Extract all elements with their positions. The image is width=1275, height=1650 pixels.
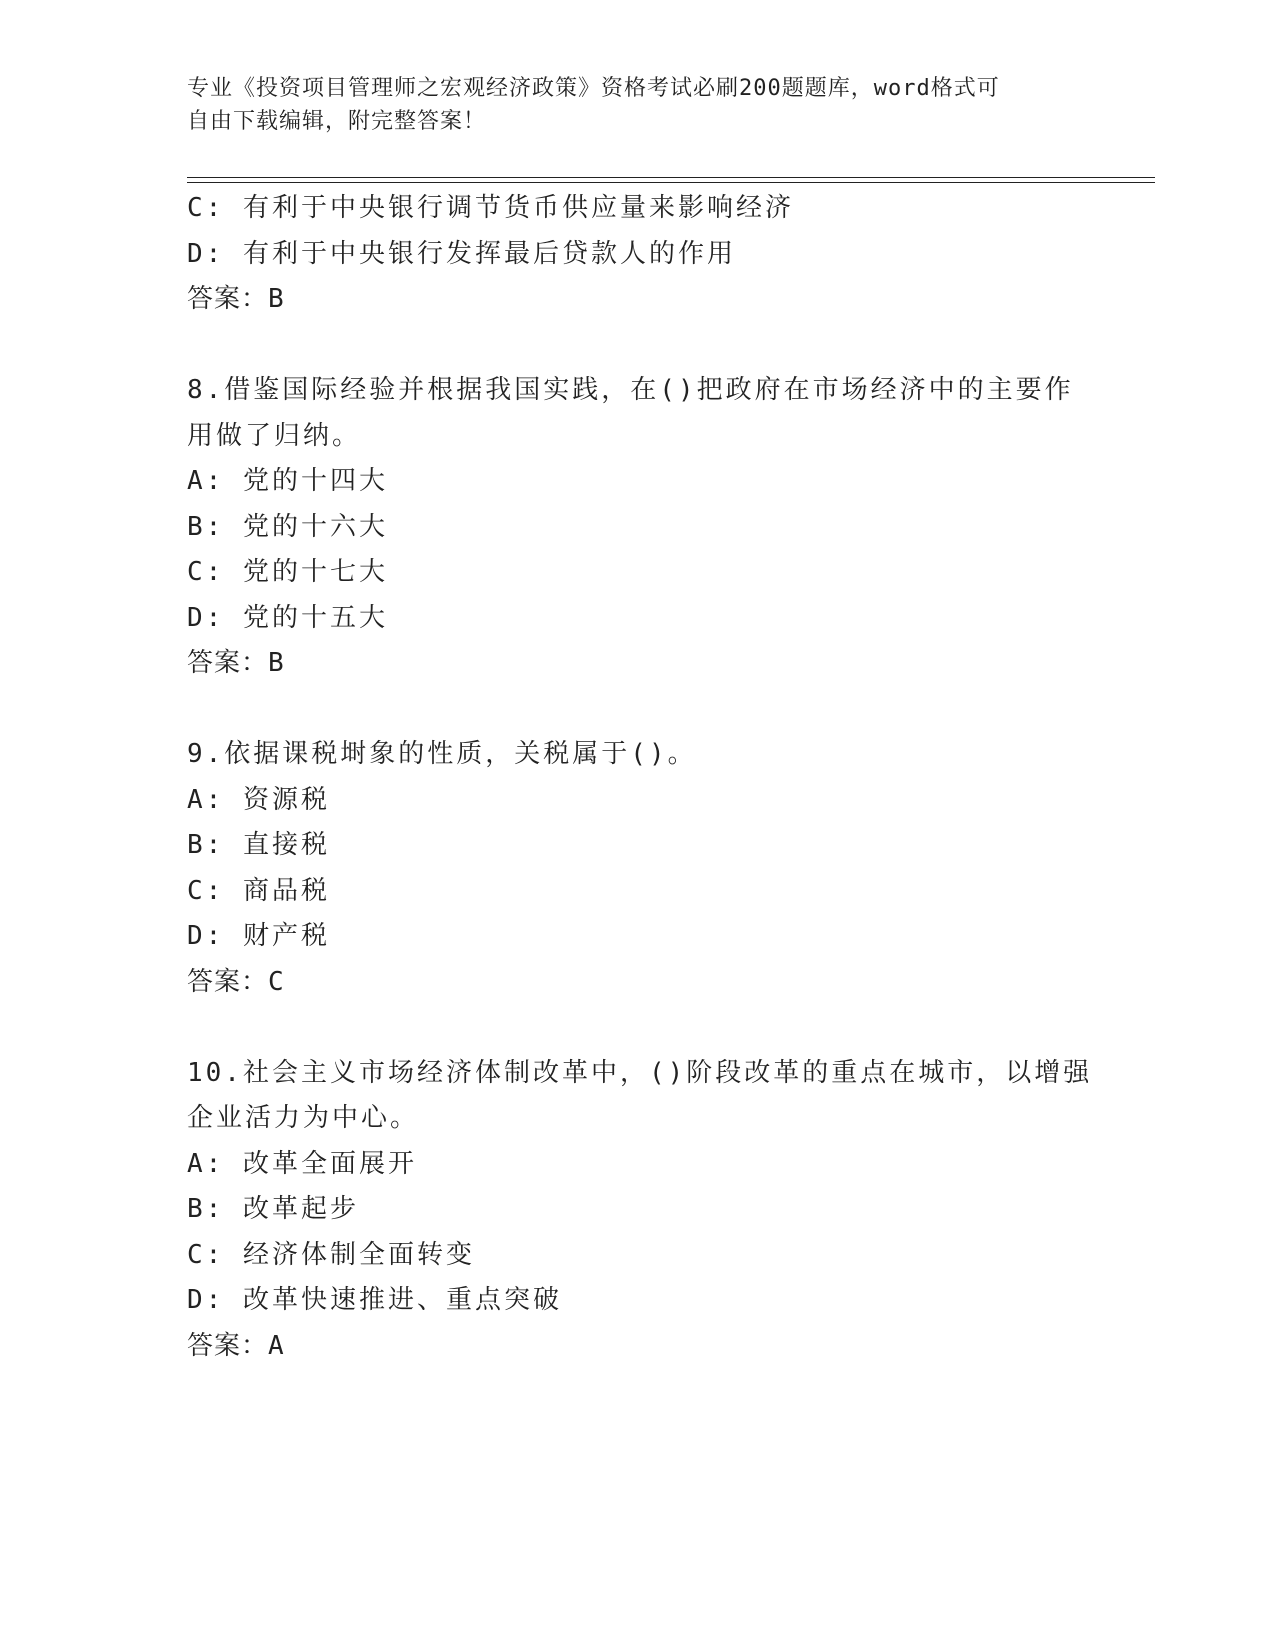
answer-value: B: [268, 648, 287, 678]
answer-value: C: [268, 966, 287, 997]
spacer: [187, 323, 1147, 369]
answer-label: 答案：: [187, 1330, 269, 1361]
question-stem: 10.社会主义市场经济体制改革中，()阶段改革的重点在城市，以增强: [187, 1057, 1093, 1088]
option-a: A: 资源税: [187, 784, 330, 815]
question-stem: 8.借鉴国际经验并根据我国实践，在()把政府在市场经济中的主要作: [187, 375, 1074, 405]
option-b: B: 改革起步: [187, 1194, 359, 1224]
question-stem: 9.依据课税埘象的性质，关税属于()。: [187, 739, 697, 769]
spacer: [187, 687, 1147, 733]
answer-value: B: [268, 284, 287, 314]
question-list: [187, 186, 1147, 1369]
option-d: D: 党的十五大: [187, 602, 388, 633]
question-9: [187, 732, 1147, 1005]
header-divider-bottom: [187, 182, 1155, 183]
option-b: B: 党的十六大: [187, 511, 388, 542]
option-c: C: 党的十七大: [187, 557, 388, 587]
question-10: [187, 1051, 1147, 1370]
option-b: B: 直接税: [187, 830, 330, 860]
answer-line: [187, 960, 1147, 1006]
answer-line: [187, 1324, 1147, 1370]
answer-label: 答案：: [187, 284, 269, 314]
answer-label: 答案：: [187, 648, 269, 678]
option-c: C: 有利于中央银行调节货币供应量来影响经济: [187, 193, 794, 223]
option-d: D: 改革快速推进、重点突破: [187, 1285, 562, 1315]
question-stem-continued: 企业活力为中心。: [187, 1103, 420, 1133]
option-d: D: 财产税: [187, 921, 330, 951]
header-divider-top: [187, 177, 1155, 178]
option-c: C: 经济体制全面转变: [187, 1239, 475, 1270]
header-title-line-1: 专业《投资项目管理师之宏观经济政策》资格考试必刷200题题库，word格式可: [187, 76, 1000, 101]
header-title-line-2: 自由下载编辑，附完整答案！: [187, 109, 487, 134]
option-a: A: 党的十四大: [187, 466, 388, 496]
answer-line: [187, 277, 1147, 323]
answer-label: 答案：: [187, 966, 269, 997]
option-a: A: 改革全面展开: [187, 1148, 417, 1179]
answer-line: [187, 641, 1147, 687]
question-8: [187, 368, 1147, 687]
document-header: [187, 72, 1087, 138]
answer-value: A: [268, 1330, 287, 1361]
option-c: C: 商品税: [187, 875, 330, 906]
option-d: D: 有利于中央银行发挥最后贷款人的作用: [187, 238, 736, 269]
spacer: [187, 1005, 1147, 1051]
question-7-continued: [187, 186, 1147, 323]
question-stem-continued: 用做了归纳。: [187, 420, 362, 451]
